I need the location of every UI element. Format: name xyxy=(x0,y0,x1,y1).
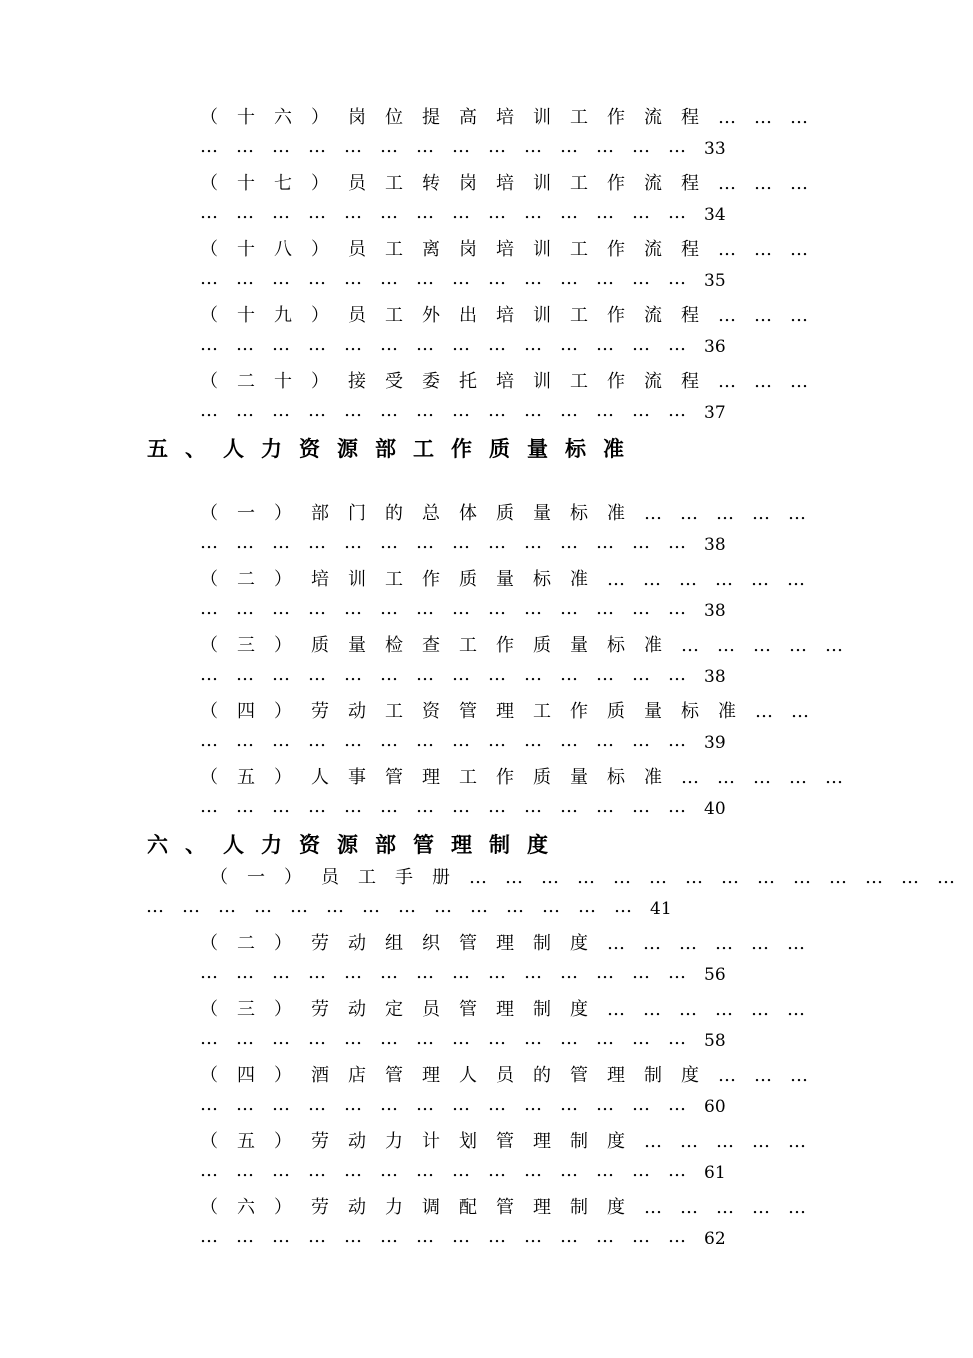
toc-entry-title: （六）劳动力调配管理制度 xyxy=(200,1197,644,1218)
toc-entry[interactable] xyxy=(0,1128,950,1194)
toc-page-number: 34 xyxy=(704,205,726,225)
toc-leader-dots: …………………………………… xyxy=(200,532,704,553)
toc-entry-line-2 xyxy=(200,266,832,292)
toc-leader-dots: …………………………………… xyxy=(200,796,704,817)
toc-leader-dots: …………………………………… xyxy=(200,202,704,223)
toc-entry-title: （二）劳动组织管理制度 xyxy=(200,933,607,954)
toc-entry-title: （一）员工手册 xyxy=(210,867,469,888)
toc-leader-dots: …………………………………… xyxy=(200,1094,704,1115)
toc-entry[interactable] xyxy=(0,104,950,170)
toc-entry-line-1 xyxy=(200,632,861,660)
toc-page-number: 36 xyxy=(704,337,726,357)
toc-page-number: 56 xyxy=(704,965,726,985)
toc-entry-line-2 xyxy=(200,200,832,226)
toc-leader-dots: …………………………………… xyxy=(200,598,704,619)
toc-leader-dots: …………………………………… xyxy=(146,896,650,917)
toc-page-number: 61 xyxy=(704,1163,726,1183)
toc-entry-line-2 xyxy=(200,794,832,820)
toc-page-number: 38 xyxy=(704,535,726,555)
toc-entry-line-1 xyxy=(210,864,973,892)
toc-leader-dots: ……… xyxy=(718,107,826,128)
toc-page-number: 58 xyxy=(704,1031,726,1051)
toc-entry-line-2 xyxy=(200,332,832,358)
toc-entry-line-1 xyxy=(200,1194,832,1222)
toc-leader-dots: …………………………………… xyxy=(200,730,704,751)
toc-entry-line-2 xyxy=(200,1158,832,1184)
toc-entry[interactable] xyxy=(0,764,950,830)
toc-entry-title: （十六）岗位提高培训工作流程 xyxy=(200,107,718,128)
toc-page-number: 35 xyxy=(704,271,726,291)
toc-page-number: 37 xyxy=(704,403,726,423)
toc-entry-line-2 xyxy=(200,1092,832,1118)
toc-entry-line-1 xyxy=(200,566,832,594)
toc-entry-title: （二十）接受委托培训工作流程 xyxy=(200,371,718,392)
toc-leader-dots: …… xyxy=(755,701,827,722)
toc-entry[interactable] xyxy=(0,566,950,632)
toc-leader-dots: …………… xyxy=(644,1197,824,1218)
toc-entry-title: （五）劳动力计划管理制度 xyxy=(200,1131,644,1152)
toc-entry-line-1 xyxy=(200,764,861,792)
toc-entry-line-2 xyxy=(200,728,832,754)
toc-page-number: 62 xyxy=(704,1229,726,1249)
toc-entry-title: （三）质量检查工作质量标准 xyxy=(200,635,681,656)
toc-leader-dots: ……… xyxy=(718,173,826,194)
toc-leader-dots: …………………………………… xyxy=(200,136,704,157)
toc-entry[interactable] xyxy=(0,698,950,764)
toc-entry-line-1 xyxy=(200,368,832,396)
toc-entry-line-1 xyxy=(200,698,832,726)
toc-entry-title: （十九）员工外出培训工作流程 xyxy=(200,305,718,326)
section-heading: 五、人力资源部工作质量标准 xyxy=(147,436,641,461)
section-heading: 六、人力资源部管理制度 xyxy=(147,832,565,857)
toc-entry-line-1 xyxy=(200,104,832,132)
toc-page-number: 60 xyxy=(704,1097,726,1117)
toc-page-number: 38 xyxy=(704,601,726,621)
toc-entry[interactable] xyxy=(0,996,950,1062)
toc-page-number: 40 xyxy=(704,799,726,819)
toc-entry[interactable] xyxy=(0,170,950,236)
toc-entry-title: （四）酒店管理人员的管理制度 xyxy=(200,1065,718,1086)
toc-entry[interactable] xyxy=(0,500,950,566)
toc-entry-line-2 xyxy=(200,398,832,424)
toc-page-number: 39 xyxy=(704,733,726,753)
toc-leader-dots: ……… xyxy=(718,1065,826,1086)
toc-entry-title: （一）部门的总体质量标准 xyxy=(200,503,644,524)
toc-entry-line-2 xyxy=(146,894,778,920)
toc-leader-dots: …………………………………… xyxy=(200,334,704,355)
toc-entry[interactable] xyxy=(0,1062,950,1128)
toc-entry-line-2 xyxy=(200,530,832,556)
toc-leader-dots: ……… xyxy=(718,239,826,260)
toc-entry-line-1 xyxy=(200,930,832,958)
toc-leader-dots: …………………………………… xyxy=(200,1226,704,1247)
toc-leader-dots: ……… xyxy=(718,305,826,326)
toc-entry[interactable] xyxy=(0,368,950,434)
toc-leader-dots: …………… xyxy=(681,767,861,788)
toc-leader-dots: ……………… xyxy=(607,569,823,590)
toc-leader-dots: …………………………………… xyxy=(200,268,704,289)
toc-leader-dots: ……… xyxy=(718,371,826,392)
toc-entry[interactable] xyxy=(0,302,950,368)
toc-entry[interactable] xyxy=(0,1194,950,1260)
toc-entry[interactable] xyxy=(0,632,950,698)
toc-leader-dots: ……………… xyxy=(607,933,823,954)
toc-entry-title: （二）培训工作质量标准 xyxy=(200,569,607,590)
toc-entry[interactable] xyxy=(0,930,950,996)
toc-entry-title: （四）劳动工资管理工作质量标准 xyxy=(200,701,755,722)
toc-leader-dots: …………………………………… xyxy=(200,1160,704,1181)
toc-leader-dots: …………… xyxy=(644,503,824,524)
toc-entry-line-1 xyxy=(200,1128,832,1156)
toc-entry-line-1 xyxy=(200,302,832,330)
toc-leader-dots: …………………………………… xyxy=(200,400,704,421)
toc-entry-line-2 xyxy=(200,662,832,688)
toc-entry-line-2 xyxy=(200,1026,832,1052)
toc-entry-line-1 xyxy=(200,500,832,528)
toc-entry[interactable] xyxy=(0,236,950,302)
toc-entry[interactable] xyxy=(0,864,973,930)
toc-leader-dots: …………… xyxy=(681,635,861,656)
toc-page-number: 38 xyxy=(704,667,726,687)
toc-page-number: 33 xyxy=(704,139,726,159)
toc-entry-line-2 xyxy=(200,596,832,622)
toc-leader-dots: …………………………………… xyxy=(200,962,704,983)
toc-leader-dots: …………………………………… xyxy=(200,664,704,685)
toc-entry-line-2 xyxy=(200,960,832,986)
toc-leader-dots: …………………………………… xyxy=(469,867,973,888)
toc-leader-dots: ……………… xyxy=(607,999,823,1020)
toc-entry-title: （五）人事管理工作质量标准 xyxy=(200,767,681,788)
toc-entry-line-1 xyxy=(200,236,832,264)
toc-entry-line-2 xyxy=(200,134,832,160)
toc-leader-dots: …………………………………… xyxy=(200,1028,704,1049)
toc-entry-title: （三）劳动定员管理制度 xyxy=(200,999,607,1020)
toc-entry-title: （十七）员工转岗培训工作流程 xyxy=(200,173,718,194)
toc-entry-line-1 xyxy=(200,1062,832,1090)
toc-entry-line-1 xyxy=(200,996,832,1024)
toc-page-number: 41 xyxy=(650,899,672,919)
toc-leader-dots: …………… xyxy=(644,1131,824,1152)
toc-entry-line-2 xyxy=(200,1224,832,1250)
toc-entry-line-1 xyxy=(200,170,832,198)
toc-entry-title: （十八）员工离岗培训工作流程 xyxy=(200,239,718,260)
